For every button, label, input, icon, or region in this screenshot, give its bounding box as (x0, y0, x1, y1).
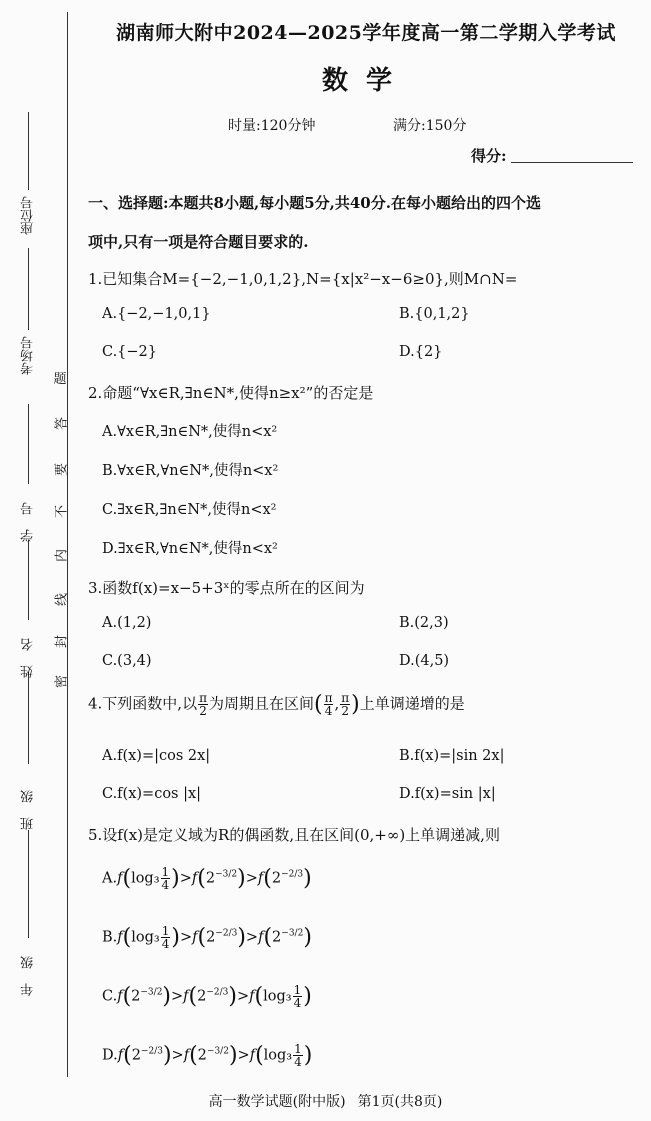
q5-option-a[interactable]: A.f(log₃ $\frac{1}{4}$ )$>f(2^{-3/2})>f(2^{-2/3})$ (102, 865, 312, 892)
question-5-stem: 5.设f(x)是定义域为R的偶函数,且在区间(0,+∞)上单调递减,则 (88, 826, 500, 844)
q3-option-b[interactable]: B.(2,3) (399, 615, 449, 631)
grade-label: 年级 (21, 942, 36, 996)
question-4-stem: 4.下列函数中,以 $\frac{\pi}{2}$ 为周期且在区间( $\frac{\pi}{4}$ , $\frac{\pi}{2}$ )上单调递增的是 (88, 691, 465, 718)
grade-fill-line[interactable] (28, 830, 29, 938)
q1-option-c[interactable]: C.{−2} (102, 344, 158, 360)
q3-option-a[interactable]: A.(1,2) (102, 615, 152, 631)
q3-option-d[interactable]: D.(4,5) (399, 653, 450, 669)
q5-option-b[interactable]: B.f(log₃ $\frac{1}{4}$ )$>f(2^{-2/3})>f(2^{-3/2})$ (102, 924, 312, 951)
student-id-label: 学号 (21, 488, 36, 542)
seat-number-label: 座位号 (21, 196, 36, 235)
binding-line (67, 12, 68, 1077)
q5-option-c[interactable]: $C.f(2^{-3/2})>f(2^{-2/3})>f(\log_3$ $\frac{1}{4}$ ) (102, 983, 312, 1010)
student-name-label: 姓名 (21, 624, 36, 678)
q2-option-a[interactable]: A.∀x∈R,∃n∈N*,使得n<x² (102, 424, 278, 440)
q2-option-c[interactable]: C.∃x∈R,∃n∈N*,使得n<x² (102, 502, 277, 518)
period-fraction: $\frac{\pi}{2}$ (199, 691, 207, 718)
question-3-stem: 3.函数f(x)=x−5+3ˣ的零点所在的区间为 (88, 579, 365, 597)
room-fill-line[interactable] (28, 248, 29, 330)
q2-option-d[interactable]: D.∃x∈R,∀n∈N*,使得n<x² (102, 541, 278, 557)
class-label: 班级 (21, 776, 36, 830)
footer-exam-name: 高一数学试题(附中版) (208, 1094, 346, 1110)
seat-fill-line[interactable] (28, 112, 29, 190)
student-id-fill-line[interactable] (28, 404, 29, 484)
footer-page-number: 第1页(共8页) (357, 1094, 443, 1110)
interval-left-fraction: $\frac{\pi}{4}$ (324, 691, 333, 718)
q4-option-d[interactable]: D.f(x)=sin |x| (399, 786, 496, 802)
class-fill-line[interactable] (28, 672, 29, 764)
q4-option-b[interactable]: B.f(x)=|sin 2x| (399, 748, 505, 764)
page-footer (0, 1091, 651, 1111)
subject-title: 数学 (321, 66, 410, 96)
q3-option-c[interactable]: C.(3,4) (102, 653, 152, 669)
question-1-stem: 1.已知集合M={−2,−1,0,1,2},N={x|x²−x−6≥0},则M∩N= (88, 270, 518, 288)
q4-option-c[interactable]: C.f(x)=cos |x| (102, 786, 202, 802)
q1-option-a[interactable]: A.{−2,−1,0,1} (102, 306, 211, 322)
question-2-stem: 2.命题“∀x∈R,∃n∈N*,使得n≥x²”的否定是 (88, 384, 374, 402)
q4-option-a[interactable]: A.f(x)=|cos 2x| (102, 748, 211, 764)
section-heading-line1: 一、选择题:本题共8小题,每小题5分,共40分.在每小题给出的四个选 (88, 194, 541, 212)
full-score: 满分:150分 (393, 118, 467, 134)
section-heading-line2: 项中,只有一项是符合题目要求的. (88, 233, 309, 251)
name-fill-line[interactable] (28, 540, 29, 620)
score-box (471, 145, 633, 166)
score-fill-line[interactable] (511, 148, 633, 163)
score-label: 得分: (471, 147, 507, 165)
q1-option-b[interactable]: B.{0,1,2} (399, 306, 470, 322)
exam-title: 湖南师大附中2024—2025学年度高一第二学期入学考试 (116, 22, 616, 44)
q1-option-d[interactable]: D.{2} (399, 344, 443, 360)
q5-option-d[interactable]: $D.f(2^{-2/3})>f(2^{-3/2})>f(\log_3$ $\frac{1}{4}$ ) (102, 1042, 313, 1069)
binding-margin: 座位号 考场号 学号 姓名 班级 年级 题 答 要 不 内 线 封 密 (0, 0, 80, 1121)
interval-right-fraction: $\frac{\pi}{2}$ (341, 691, 350, 718)
exam-room-label: 考场号 (21, 336, 36, 375)
time-limit: 时量:120分钟 (228, 118, 316, 134)
q2-option-b[interactable]: B.∀x∈R,∀n∈N*,使得n<x² (102, 463, 279, 479)
